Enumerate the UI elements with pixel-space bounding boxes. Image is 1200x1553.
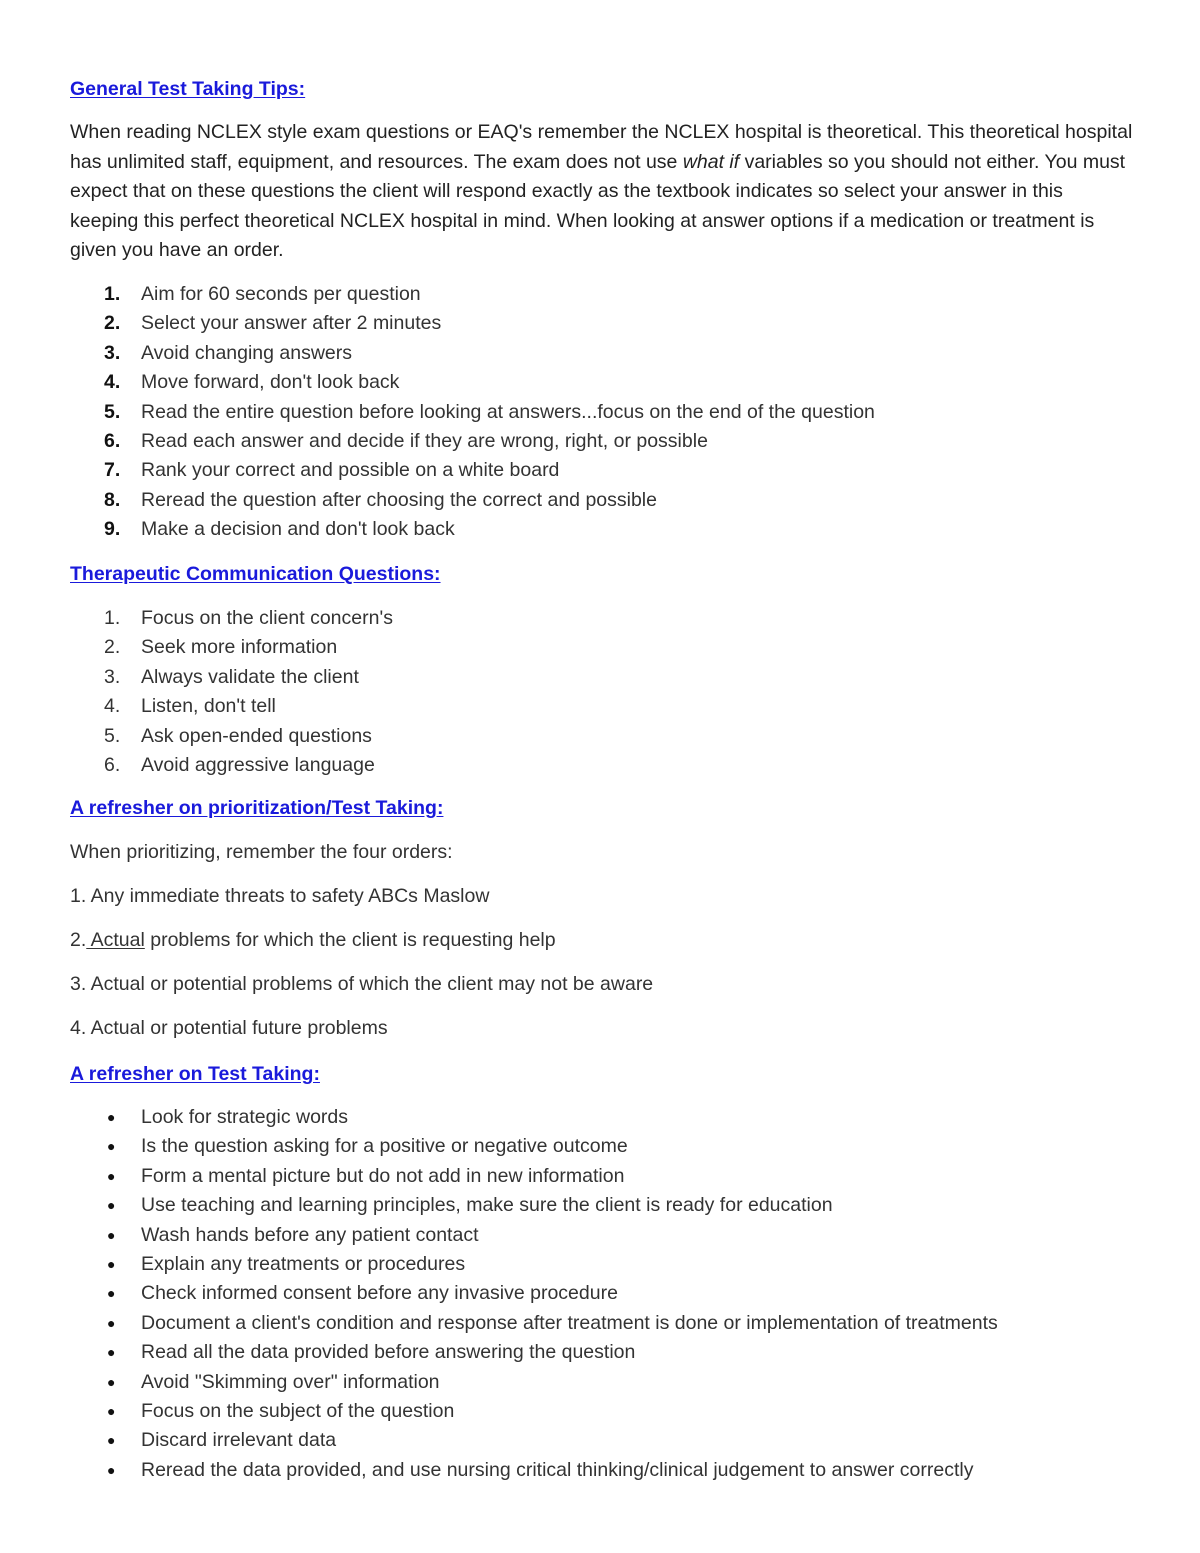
- item-text: Focus on the client concern's: [141, 607, 393, 629]
- general-intro-paragraph: [70, 118, 1135, 266]
- item-number: 6.: [104, 753, 121, 776]
- item-text: Focus on the subject of the question: [141, 1399, 455, 1422]
- bullet-icon: ●: [107, 1226, 116, 1243]
- item-text: Read each answer and decide if they are wrong, right, or possible: [141, 429, 708, 452]
- item-number: 1.: [104, 607, 121, 629]
- bullet-icon: ●: [107, 1109, 116, 1125]
- heading-test-taking: A refresher on Test Taking:: [70, 1063, 320, 1085]
- item-number: 7.: [104, 459, 121, 482]
- item-text: Seek more information: [141, 636, 338, 659]
- item-number: 3.: [104, 665, 121, 688]
- bullet-icon: ●: [107, 1344, 116, 1361]
- item-number: 9.: [104, 518, 121, 541]
- item-number: 2.: [104, 312, 121, 335]
- item-text: Reread the data provided, and use nursing critical thinking/clinical judgement to answer correctly: [141, 1458, 974, 1481]
- bullet-icon: ●: [107, 1373, 116, 1390]
- priority-order-4: 4. Actual or potential future problems: [70, 1017, 388, 1039]
- bullet-icon: ●: [107, 1138, 116, 1155]
- item-number: 5.: [104, 400, 121, 423]
- item-text: Avoid changing answers: [141, 341, 353, 364]
- bullet-icon: ●: [107, 1432, 116, 1449]
- bullet-icon: ●: [107, 1167, 116, 1184]
- item-text: Discard irrelevant data: [141, 1429, 337, 1452]
- item-text: Always validate the client: [141, 665, 359, 688]
- bullet-icon: ●: [107, 1285, 116, 1302]
- item-text: Explain any treatments or procedures: [141, 1252, 466, 1275]
- order-2-number: 2.: [70, 929, 87, 951]
- intro-part-b: variables so you should not either. You must expect that on these questions the client will respond exactly as the textbook indicates so select your answer in this keeping this perfect theoretical NCLEX hospital in mind. When looking at answer options if a medication or treatment is given you have an order.: [70, 150, 1126, 261]
- item-number: 6.: [104, 429, 121, 452]
- bullet-icon: ●: [107, 1314, 116, 1331]
- bullet-icon: ●: [107, 1255, 116, 1272]
- item-text: Is the question asking for a positive or negative outcome: [141, 1135, 628, 1158]
- item-text: Reread the question after choosing the correct and possible: [141, 488, 657, 511]
- item-text: Avoid "Skimming over" information: [141, 1370, 440, 1393]
- bullet-icon: ●: [107, 1402, 116, 1419]
- item-number: 4.: [104, 371, 121, 394]
- heading-general-tips: General Test Taking Tips:: [70, 78, 306, 100]
- prioritization-intro: When prioritizing, remember the four orders:: [70, 841, 453, 863]
- item-text: Read the entire question before looking at answers...focus on the end of the question: [141, 400, 875, 423]
- item-text: Aim for 60 seconds per question: [141, 283, 421, 305]
- item-text: Move forward, don't look back: [141, 371, 400, 394]
- item-number: 3.: [104, 341, 121, 364]
- item-text: Rank your correct and possible on a white board: [141, 459, 560, 482]
- item-text: Wash hands before any patient contact: [141, 1223, 479, 1246]
- item-text: Select your answer after 2 minutes: [141, 312, 442, 335]
- order-2-rest: problems for which the client is requesting help: [144, 929, 556, 951]
- intro-part-a: When reading NCLEX style exam questions or EAQ's remember the NCLEX hospital is theoretical. This theoretical hospital has unlimited staff, equipment, and resources. The exam does not use: [70, 121, 1133, 173]
- item-text: Look for strategic words: [141, 1106, 349, 1128]
- item-text: Read all the data provided before answering the question: [141, 1341, 636, 1364]
- item-number: 1.: [104, 283, 121, 305]
- item-text: Use teaching and learning principles, make sure the client is ready for education: [141, 1194, 833, 1217]
- heading-prioritization: A refresher on prioritization/Test Taking:: [70, 797, 444, 819]
- item-text: Ask open-ended questions: [141, 724, 372, 747]
- item-text: Make a decision and don't look back: [141, 518, 455, 541]
- bullet-icon: ●: [107, 1461, 116, 1478]
- priority-order-3: 3. Actual or potential problems of which the client may not be aware: [70, 973, 654, 995]
- item-text: Listen, don't tell: [141, 695, 276, 718]
- item-number: 5.: [104, 724, 121, 747]
- item-text: Form a mental picture but do not add in new information: [141, 1164, 625, 1187]
- bullet-icon: ●: [107, 1197, 116, 1214]
- item-text: Avoid aggressive language: [141, 753, 375, 776]
- item-number: 4.: [104, 695, 121, 718]
- order-2-underlined: Actual: [86, 929, 145, 951]
- heading-therapeutic-communication: Therapeutic Communication Questions:: [70, 563, 441, 585]
- item-text: Check informed consent before any invasive procedure: [141, 1282, 618, 1305]
- priority-order-1: 1. Any immediate threats to safety ABCs Maslow: [70, 885, 490, 907]
- priority-order-2: [70, 929, 556, 952]
- item-number: 2.: [104, 636, 121, 659]
- item-number: 8.: [104, 488, 121, 511]
- item-text: Document a client's condition and response after treatment is done or implementation of treatments: [141, 1311, 998, 1334]
- intro-emphasis: what if: [682, 150, 740, 173]
